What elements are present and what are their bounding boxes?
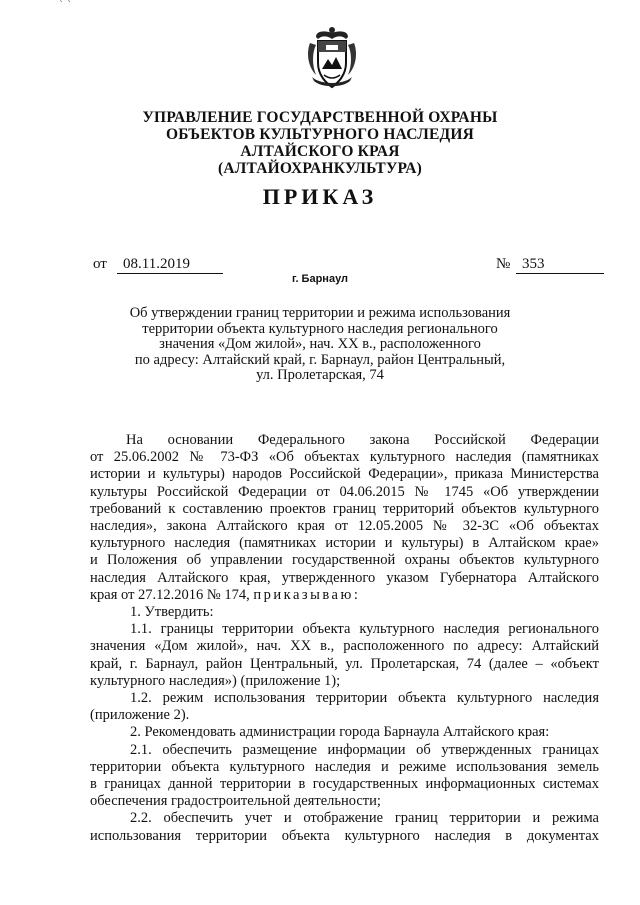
order-number: 353 [516, 256, 604, 274]
body-line: культурного наследия») (приложение 1); [90, 672, 341, 689]
body-text: края от 27.12.2016 № 174, [90, 586, 250, 603]
item-1-2: 1.2. режим использования территории объекта культурного наследия [130, 690, 599, 707]
item-2-2: 2.2. обеспечить учет и отображение границ территории и режима [130, 810, 599, 827]
scan-mark: ` ˋ [59, 0, 73, 11]
body-line: культуры Российской Федерации от 04.06.2015 № 1745 «Об утверждении [90, 483, 599, 500]
body-line [90, 587, 599, 604]
body-line: истории и культуры) народов Российской Федерации», приказа Министерства [90, 466, 599, 483]
item-2-1: 2.1. обеспечить размещение информации об утвержденных границах [130, 741, 599, 758]
date-label: от [93, 256, 107, 272]
body-line: культурного наследия (памятниках истории и культуры) в Алтайском крае» [90, 535, 599, 552]
body-line: в границах данной территории в государственных информационных системах [90, 776, 599, 793]
body-line: от 25.06.2002 № 73-ФЗ «Об объектах культурного наследия (памятниках [90, 449, 599, 466]
subject-line: территории объекта культурного наследия регионального [142, 320, 498, 337]
org-name-line3: АЛТАЙСКОГО КРАЯ [240, 143, 400, 160]
item-1-1: 1.1. границы территории объекта культурного наследия регионального [130, 621, 599, 638]
body-line: На основании Федерального закона Российской Федерации [126, 432, 599, 448]
order-verb: приказываю: [253, 586, 361, 603]
number-label: № [496, 256, 511, 272]
body-line: край, г. Барнаул, район Центральный, ул. Пролетарская, 74 (далее – «объект [90, 655, 599, 672]
body-line: (приложение 2). [90, 707, 190, 724]
subject-line: по адресу: Алтайский край, г. Барнаул, район Центральный, [134, 351, 506, 368]
subject-line: ул. Пролетарская, 74 [256, 367, 384, 383]
org-name-line2: ОБЪЕКТОВ КУЛЬТУРНОГО НАСЛЕДИЯ [165, 126, 475, 143]
document-title: ПРИКАЗ [262, 184, 378, 209]
body-line: требований к составлению проектов границ территорий объектов культурного [90, 500, 599, 517]
org-name-line1: УПРАВЛЕНИЕ ГОСУДАРСТВЕННОЙ ОХРАНЫ [142, 109, 498, 126]
org-short-name: (АЛТАЙОХРАНКУЛЬТУРА) [218, 160, 422, 177]
body-line: наследия», закона Алтайского края от 12.05.2005 № 32-ЗС «Об объектах [90, 518, 599, 535]
item-2: 2. Рекомендовать администрации города Барнаула Алтайского края: [130, 724, 550, 741]
body-line: обеспечения градостроительной деятельности; [90, 793, 381, 810]
subject-line: значения «Дом жилой», нач. XX в., расположенного [159, 336, 481, 352]
order-date: 08.11.2019 [117, 256, 223, 274]
body-line: значения «Дом жилой», нач. XX в., расположенного по адресу: Алтайский [90, 638, 599, 655]
subject-line: Об утверждении границ территории и режима использования [129, 305, 511, 321]
body-line: и Положения об управлении государственной охраны объектов культурного [90, 552, 599, 569]
body-line: наследия Алтайского края, утвержденного указом Губернатора Алтайского [90, 569, 599, 586]
order-body [90, 432, 599, 845]
order-subject [0, 306, 640, 384]
item-1: 1. Утвердить: [130, 604, 214, 621]
city: г. Барнаул [291, 273, 349, 285]
body-line: использования территории объекта культурного наследия в документах [90, 827, 599, 844]
body-line: территории объекта культурного наследия и режиме использования земель [90, 758, 599, 775]
altai-coat-of-arms-icon [302, 25, 362, 91]
